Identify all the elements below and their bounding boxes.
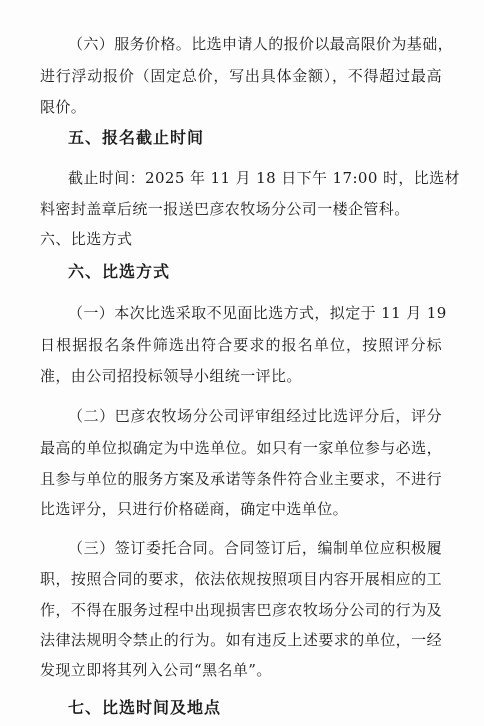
method-2-line-3: 且参与单位的服务方案及承诺等条件符合业主要求，不进行 bbox=[40, 470, 442, 488]
method-3-line-5: 发现立即将其列入公司“黑名单”。 bbox=[40, 661, 272, 679]
method-2-line-1: （二）巴彦农牧场分公司评审组经过比选评分后，评分 bbox=[68, 407, 442, 425]
deadline-line-1: 截止时间：2025 年 11 月 18 日下午 17:00 时，比选材 bbox=[68, 169, 460, 187]
method-2-line-4: 比选评分，只进行价格磋商，确定中选单位。 bbox=[40, 500, 349, 518]
time-place-heading: 七、比选时间及地点 bbox=[68, 698, 222, 717]
method-3-line-3: 作，不得在服务过程中出现损害巴彦农牧场分公司的行为及 bbox=[40, 601, 442, 619]
deadline-line-2: 料密封盖章后统一报送巴彦农牧场分公司一楼企管科。 bbox=[40, 200, 410, 218]
method-1-line-2: 日根据报名条件筛选出符合要求的报名单位，按照评分标 bbox=[40, 336, 442, 354]
method-3-line-1: （三）签订委托合同。合同签订后，编制单位应积极履 bbox=[68, 539, 442, 557]
method-1-line-3: 准，由公司招投标领导小组统一评比。 bbox=[40, 367, 302, 385]
deadline-line-3: 六、比选方式 bbox=[40, 230, 133, 248]
method-3-line-2: 职，按照合同的要求，依法依规按照项目内容开展相应的工 bbox=[40, 570, 442, 588]
method-heading: 六、比选方式 bbox=[68, 262, 171, 281]
method-2-line-2: 最高的单位拟确定为中选单位。如只有一家单位参与必选， bbox=[40, 439, 442, 457]
price-line-1: （六）服务价格。比选申请人的报价以最高限价为基础， bbox=[68, 35, 454, 53]
method-1-line-1: （一）本次比选采取不见面比选方式，拟定于 11 月 19 bbox=[68, 304, 447, 322]
price-line-3: 限价。 bbox=[40, 98, 87, 116]
deadline-heading: 五、报名截止时间 bbox=[68, 128, 205, 147]
method-3-line-4: 法律法规明令禁止的行为。如有违反上述要求的单位，一经 bbox=[40, 631, 442, 649]
price-line-2: 进行浮动报价（固定总价，写出具体金额），不得超过最高 bbox=[40, 67, 442, 85]
